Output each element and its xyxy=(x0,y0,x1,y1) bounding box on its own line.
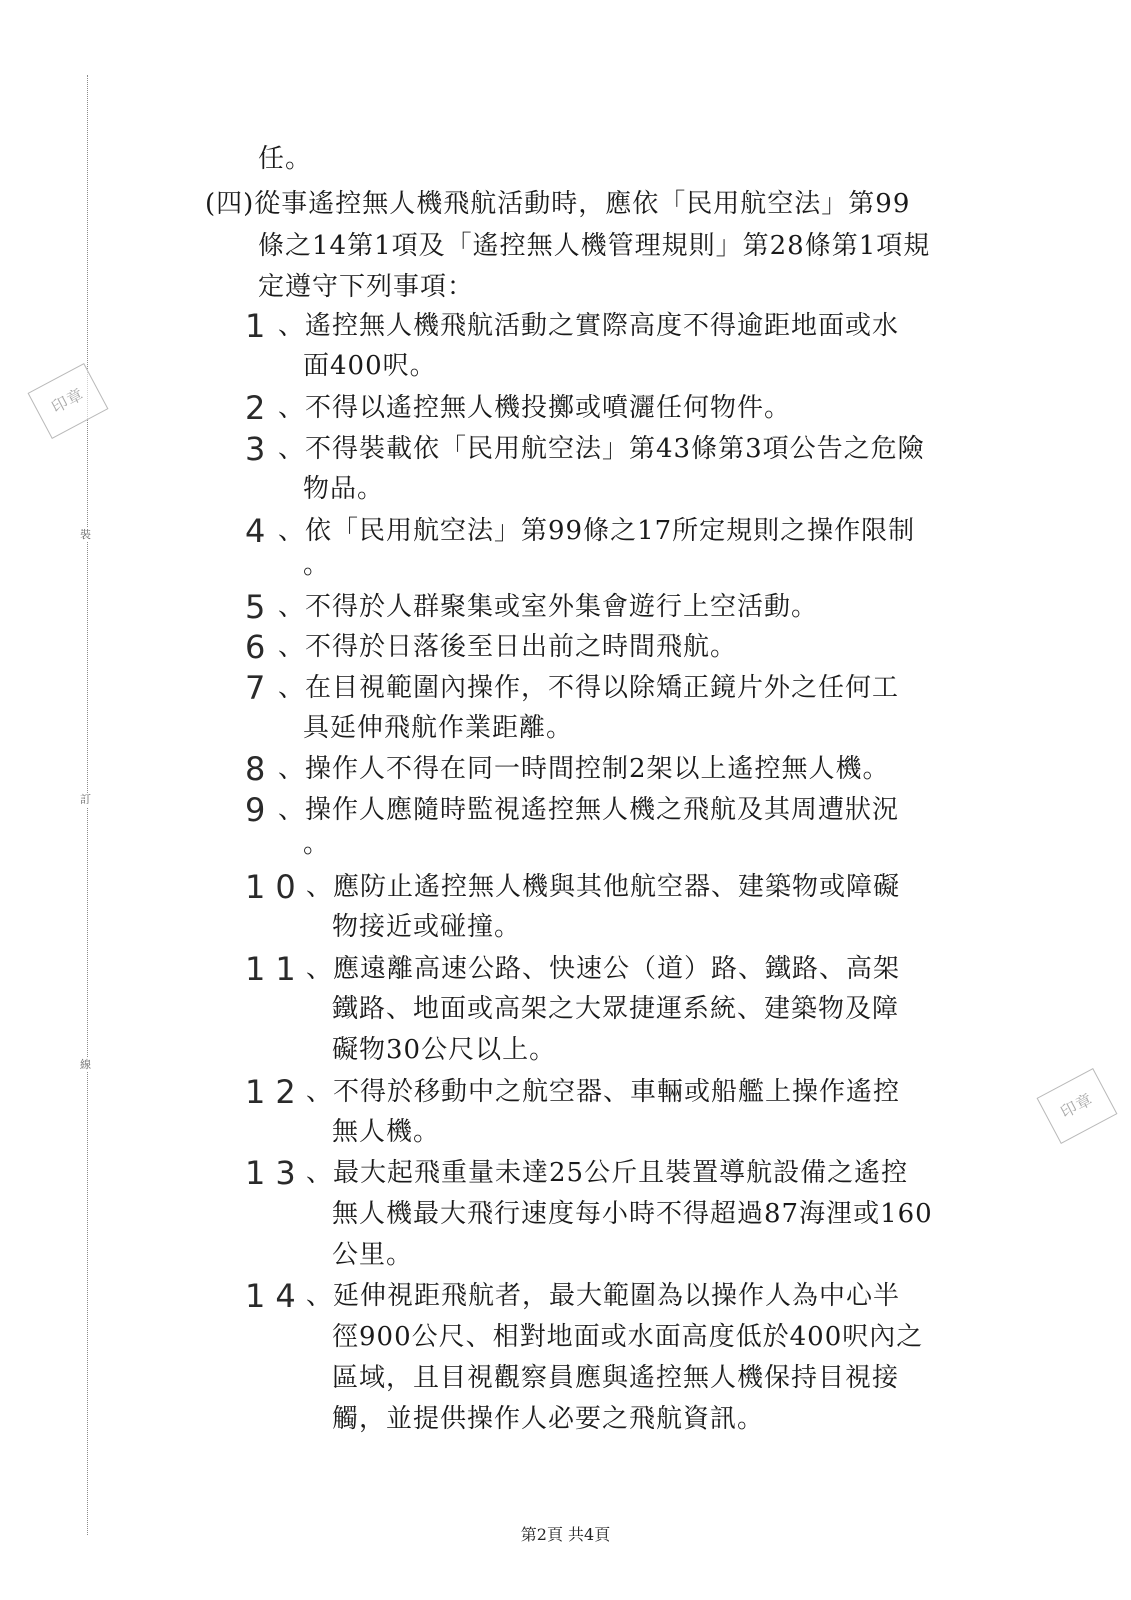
item-text: 。 xyxy=(303,829,331,859)
item-text: 、不得於移動中之航空器、車輛或船艦上操作遙控 xyxy=(306,1077,901,1107)
binding-char-xian: 線 xyxy=(80,1058,91,1071)
item-number: 2 xyxy=(245,389,276,427)
binding-char-zhuang: 裝 xyxy=(80,528,91,541)
section-heading: (四)從事遙控無人機飛航活動時，應依「民用航空法」第99 xyxy=(205,189,911,219)
page-number: 第2頁 共4頁 xyxy=(520,1525,611,1544)
item-text: 礙物30公尺以上。 xyxy=(332,1035,557,1065)
item-number: 7 xyxy=(245,669,276,707)
item-text: 、應防止遙控無人機與其他航空器、建築物或障礙 xyxy=(306,872,901,902)
text-line: 任。 xyxy=(258,144,313,174)
item-number: 13 xyxy=(245,1154,306,1192)
item-text: 無人機最大飛行速度每小時不得超過87海浬或160 xyxy=(332,1199,933,1229)
item-text: 公里。 xyxy=(332,1240,414,1270)
seal-stamp-right: 印章 xyxy=(1037,1068,1118,1144)
item-number: 14 xyxy=(245,1277,306,1315)
item-text: 觸，並提供操作人必要之飛航資訊。 xyxy=(332,1404,765,1434)
item-number: 5 xyxy=(245,588,276,626)
item-number: 8 xyxy=(245,750,276,788)
text-line: 定遵守下列事項： xyxy=(258,272,475,302)
item-text: 、應遠離高速公路、快速公（道）路、鐵路、高架 xyxy=(306,954,901,984)
item-text: 、不得裝載依「民用航空法」第43條第3項公告之危險 xyxy=(278,434,925,464)
item-text: 、不得於人群聚集或室外集會遊行上空活動。 xyxy=(278,592,819,622)
item-text: 、延伸視距飛航者，最大範圍為以操作人為中心半 xyxy=(306,1281,901,1311)
item-text: 、操作人應隨時監視遙控無人機之飛航及其周遭狀況 xyxy=(278,795,900,825)
item-number: 6 xyxy=(245,628,276,666)
item-text: 。 xyxy=(303,550,331,580)
item-text: 鐵路、地面或高架之大眾捷運系統、建築物及障 xyxy=(332,994,900,1024)
item-number: 3 xyxy=(245,430,276,468)
binding-char-ding: 訂 xyxy=(80,793,91,806)
item-text: 、不得以遙控無人機投擲或噴灑任何物件。 xyxy=(278,393,792,423)
item-text: 具延伸飛航作業距離。 xyxy=(303,713,574,743)
item-text: 、不得於日落後至日出前之時間飛航。 xyxy=(278,632,738,662)
item-text: 區域，且目視觀察員應與遙控無人機保持目視接 xyxy=(332,1363,900,1393)
item-number: 4 xyxy=(245,512,276,550)
item-number: 11 xyxy=(245,950,306,988)
item-text: 、依「民用航空法」第99條之17所定規則之操作限制 xyxy=(278,516,916,546)
item-text: 、操作人不得在同一時間控制2架以上遙控無人機。 xyxy=(278,754,890,784)
item-text: 面400呎。 xyxy=(303,351,437,381)
item-text: 、遙控無人機飛航活動之實際高度不得逾距地面或水 xyxy=(278,311,900,341)
item-number: 9 xyxy=(245,791,276,829)
item-text: 徑900公尺、相對地面或水面高度低於400呎內之 xyxy=(332,1322,924,1352)
text-line: 條之14第1項及「遙控無人機管理規則」第28條第1項規 xyxy=(258,231,931,261)
item-number: 1 xyxy=(245,307,276,345)
item-text: 無人機。 xyxy=(332,1117,441,1147)
item-text: 、最大起飛重量未達25公斤且裝置導航設備之遙控 xyxy=(306,1158,909,1188)
item-text: 、在目視範圍內操作，不得以除矯正鏡片外之任何工 xyxy=(278,673,900,703)
seal-stamp-left: 印章 xyxy=(28,363,109,439)
item-number: 10 xyxy=(245,868,306,906)
item-text: 物接近或碰撞。 xyxy=(332,912,522,942)
item-number: 12 xyxy=(245,1073,306,1111)
item-text: 物品。 xyxy=(303,474,385,504)
